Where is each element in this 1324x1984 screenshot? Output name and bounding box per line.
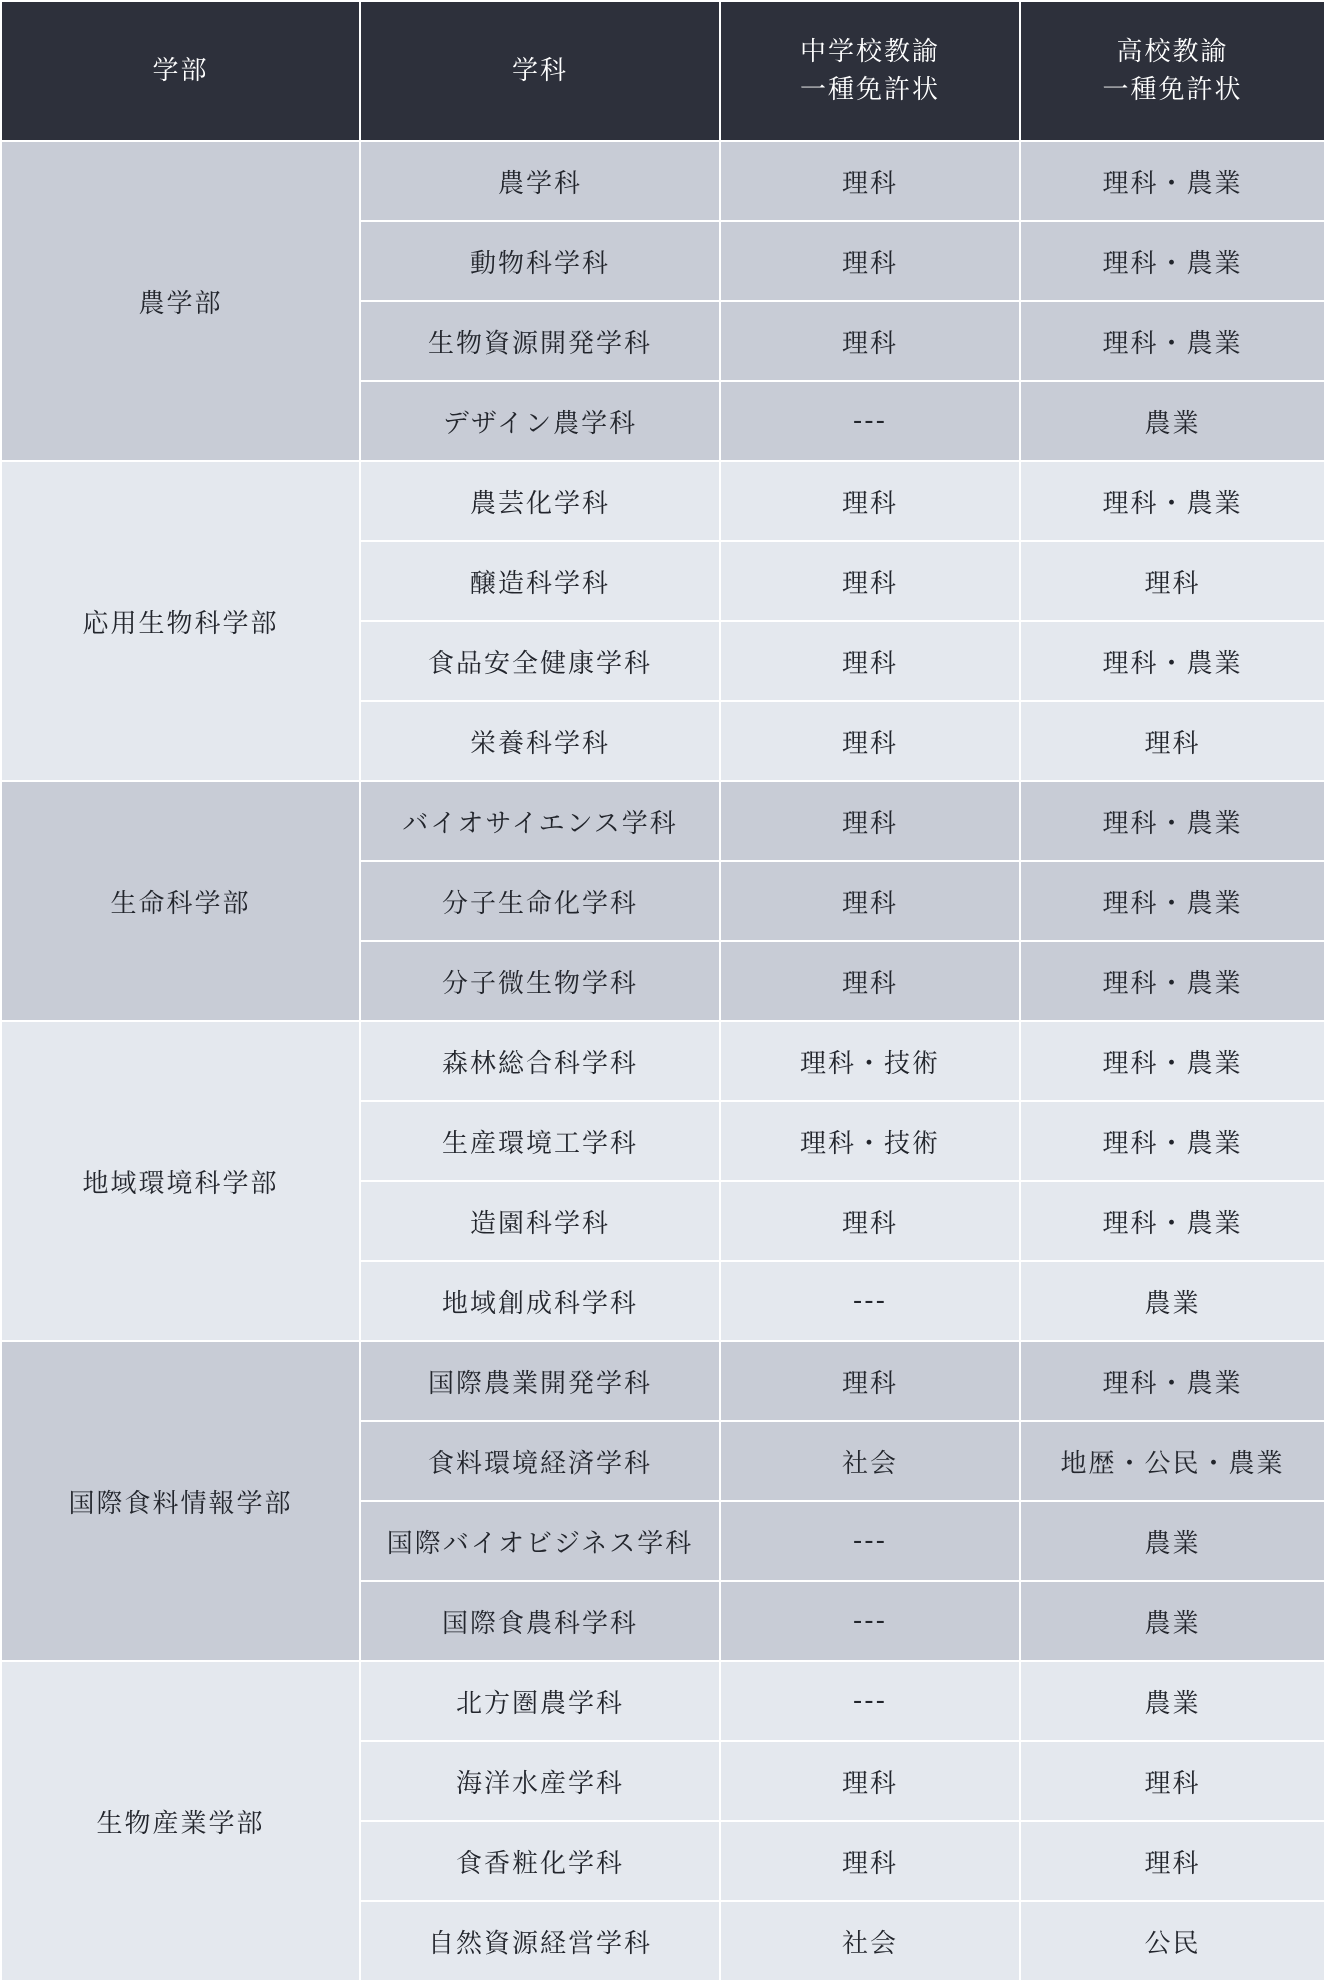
hs-license-cell: 農業 [1021, 1582, 1324, 1662]
department-cell: 生物資源開発学科 [361, 302, 721, 382]
jhs-license-cell: --- [721, 1502, 1021, 1582]
table-header [0, 0, 1324, 142]
table-row [0, 1342, 1324, 1422]
jhs-license-cell: 理科 [721, 222, 1021, 302]
hs-license-cell: 理科 [1021, 542, 1324, 622]
hs-license-cell: 地歴・公民・農業 [1021, 1422, 1324, 1502]
header-jhs-license [721, 0, 1021, 142]
hs-license-cell: 公民 [1021, 1902, 1324, 1982]
jhs-license-cell: 理科 [721, 862, 1021, 942]
faculty-cell: 農学部 [0, 142, 361, 462]
faculty-cell: 生命科学部 [0, 782, 361, 1022]
jhs-license-cell: 理科 [721, 782, 1021, 862]
hs-license-cell: 理科・農業 [1021, 862, 1324, 942]
jhs-license-cell: 理科 [721, 1182, 1021, 1262]
department-cell: 自然資源経営学科 [361, 1902, 721, 1982]
jhs-license-cell: 理科 [721, 142, 1021, 222]
hs-license-cell: 理科・農業 [1021, 782, 1324, 862]
jhs-license-cell: 社会 [721, 1902, 1021, 1982]
hs-license-cell: 理科 [1021, 1742, 1324, 1822]
header-hs-line2: 一種免許状 [1102, 75, 1243, 105]
department-cell: バイオサイエンス学科 [361, 782, 721, 862]
department-cell: 森林総合科学科 [361, 1022, 721, 1102]
hs-license-cell: 理科・農業 [1021, 622, 1324, 702]
hs-license-cell: 理科・農業 [1021, 1342, 1324, 1422]
jhs-license-cell: 理科 [721, 942, 1021, 1022]
department-cell: 北方圏農学科 [361, 1662, 721, 1742]
header-jhs-line2: 一種免許状 [799, 75, 940, 105]
hs-license-cell: 農業 [1021, 1662, 1324, 1742]
jhs-license-cell: 理科・技術 [721, 1022, 1021, 1102]
jhs-license-cell: 理科 [721, 542, 1021, 622]
jhs-license-cell: --- [721, 1262, 1021, 1342]
jhs-license-cell: --- [721, 1582, 1021, 1662]
jhs-license-cell: 理科 [721, 462, 1021, 542]
header-department: 学科 [361, 0, 721, 142]
jhs-license-cell: --- [721, 1662, 1021, 1742]
table-row [0, 462, 1324, 542]
department-cell: 造園科学科 [361, 1182, 721, 1262]
hs-license-cell: 理科・農業 [1021, 222, 1324, 302]
hs-license-cell: 理科・農業 [1021, 1102, 1324, 1182]
header-hs-license [1021, 0, 1324, 142]
department-cell: 地域創成科学科 [361, 1262, 721, 1342]
jhs-license-cell: 理科 [721, 1822, 1021, 1902]
hs-license-cell: 理科 [1021, 702, 1324, 782]
table-row [0, 142, 1324, 222]
header-jhs-line1: 中学校教諭 [799, 37, 940, 67]
faculty-cell: 応用生物科学部 [0, 462, 361, 782]
table-body [0, 142, 1324, 1982]
department-cell: 食料環境経済学科 [361, 1422, 721, 1502]
department-cell: 国際農業開発学科 [361, 1342, 721, 1422]
department-cell: 国際バイオビジネス学科 [361, 1502, 721, 1582]
hs-license-cell: 理科・農業 [1021, 942, 1324, 1022]
hs-license-cell: 理科・農業 [1021, 462, 1324, 542]
hs-license-cell: 理科 [1021, 1822, 1324, 1902]
table-row [0, 1022, 1324, 1102]
hs-license-cell: 農業 [1021, 1502, 1324, 1582]
hs-license-cell: 農業 [1021, 382, 1324, 462]
jhs-license-cell: 理科 [721, 1742, 1021, 1822]
jhs-license-cell: --- [721, 382, 1021, 462]
header-row [0, 0, 1324, 142]
table-row [0, 1662, 1324, 1742]
department-cell: 食香粧化学科 [361, 1822, 721, 1902]
department-cell: 農学科 [361, 142, 721, 222]
department-cell: デザイン農学科 [361, 382, 721, 462]
department-cell: 生産環境工学科 [361, 1102, 721, 1182]
hs-license-cell: 理科・農業 [1021, 302, 1324, 382]
hs-license-cell: 理科・農業 [1021, 142, 1324, 222]
faculty-cell: 国際食料情報学部 [0, 1342, 361, 1662]
jhs-license-cell: 社会 [721, 1422, 1021, 1502]
faculty-cell: 生物産業学部 [0, 1662, 361, 1982]
department-cell: 栄養科学科 [361, 702, 721, 782]
jhs-license-cell: 理科・技術 [721, 1102, 1021, 1182]
department-cell: 醸造科学科 [361, 542, 721, 622]
department-cell: 分子生命化学科 [361, 862, 721, 942]
jhs-license-cell: 理科 [721, 702, 1021, 782]
jhs-license-cell: 理科 [721, 1342, 1021, 1422]
department-cell: 食品安全健康学科 [361, 622, 721, 702]
header-hs-line1: 高校教諭 [1116, 37, 1229, 67]
table-row [0, 782, 1324, 862]
department-cell: 動物科学科 [361, 222, 721, 302]
department-cell: 国際食農科学科 [361, 1582, 721, 1662]
jhs-license-cell: 理科 [721, 622, 1021, 702]
department-cell: 分子微生物学科 [361, 942, 721, 1022]
faculty-cell: 地域環境科学部 [0, 1022, 361, 1342]
hs-license-cell: 理科・農業 [1021, 1022, 1324, 1102]
header-faculty: 学部 [0, 0, 361, 142]
department-cell: 海洋水産学科 [361, 1742, 721, 1822]
hs-license-cell: 理科・農業 [1021, 1182, 1324, 1262]
jhs-license-cell: 理科 [721, 302, 1021, 382]
department-cell: 農芸化学科 [361, 462, 721, 542]
hs-license-cell: 農業 [1021, 1262, 1324, 1342]
